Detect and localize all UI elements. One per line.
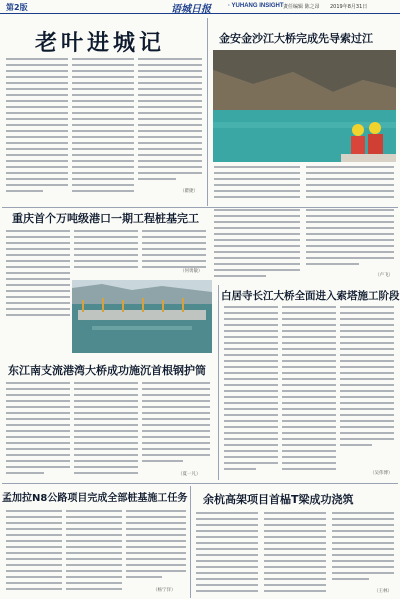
divider [190, 486, 191, 598]
article-headline-baipingsi: 白居寺长江大桥全面进入索塔施工阶段 [221, 290, 400, 302]
article-body-lead [138, 58, 202, 186]
byline-jinsha: （卢飞） [375, 273, 393, 278]
article-headline-yuhang: 余杭高架项目首榀T梁成功浇筑 [203, 493, 354, 506]
byline-lead: （瞿捷） [180, 189, 198, 194]
article-body-dongjiang [74, 382, 138, 476]
divider [2, 483, 398, 484]
masthead [0, 0, 400, 14]
article-body-dongjiang [142, 382, 210, 470]
article-body-dongjiang [6, 382, 70, 476]
issue-date: 2019年8月31日 [330, 4, 368, 10]
article-body-jinsha [306, 209, 394, 271]
article-headline-jinsha: 金安金沙江大桥完成先导索过江 [219, 32, 373, 45]
article-body-mengjia [6, 510, 62, 596]
article-body-yuhang [332, 512, 394, 588]
byline-baipingsi: （吴伟博） [370, 471, 393, 476]
article-body-baipingsi [224, 306, 278, 476]
article-body-mengjia [66, 510, 122, 596]
photo-port-aerial [72, 280, 212, 353]
divider [218, 285, 219, 480]
article-body-mengjia [126, 510, 186, 586]
byline-yuhang: （王林） [374, 589, 392, 594]
article-body-lead [6, 58, 68, 198]
byline-chongqing: （何勇敏） [180, 269, 203, 274]
article-body-yuhang [264, 512, 326, 596]
divider [207, 18, 208, 206]
article-body-baipingsi [282, 306, 336, 476]
article-body-yuhang [196, 512, 258, 596]
article-headline-mengjia: 孟加拉N8公路项目完成全部桩基施工任务 [2, 493, 188, 504]
section-name: · YUHANG INSIGHT · [228, 3, 288, 9]
divider [2, 207, 398, 208]
article-body-jinsha [214, 209, 300, 279]
editor-info: 责任编辑 陈之昂 [283, 4, 320, 10]
article-body-lead [72, 58, 134, 198]
article-body-chongqing [6, 230, 70, 322]
article-headline-chongqing: 重庆首个万吨级港口一期工程桩基完工 [12, 212, 199, 225]
photo-bridge-workers [213, 50, 396, 162]
article-headline-lead: 老叶进城记 [35, 31, 166, 56]
article-body-baipingsi [340, 306, 394, 466]
byline-mengjia: （杨宁洋） [153, 588, 176, 593]
article-body-jinsha [214, 166, 300, 204]
page-number: 第2版 [6, 3, 28, 12]
paper-name: 语城日报 [171, 4, 211, 15]
article-body-chongqing [74, 230, 138, 276]
article-headline-dongjiang: 东江南支流港湾大桥成功施沉首根钢护筒 [8, 364, 206, 377]
article-body-jinsha [306, 166, 394, 204]
byline-dongjiang: （夏一凡） [178, 472, 201, 477]
